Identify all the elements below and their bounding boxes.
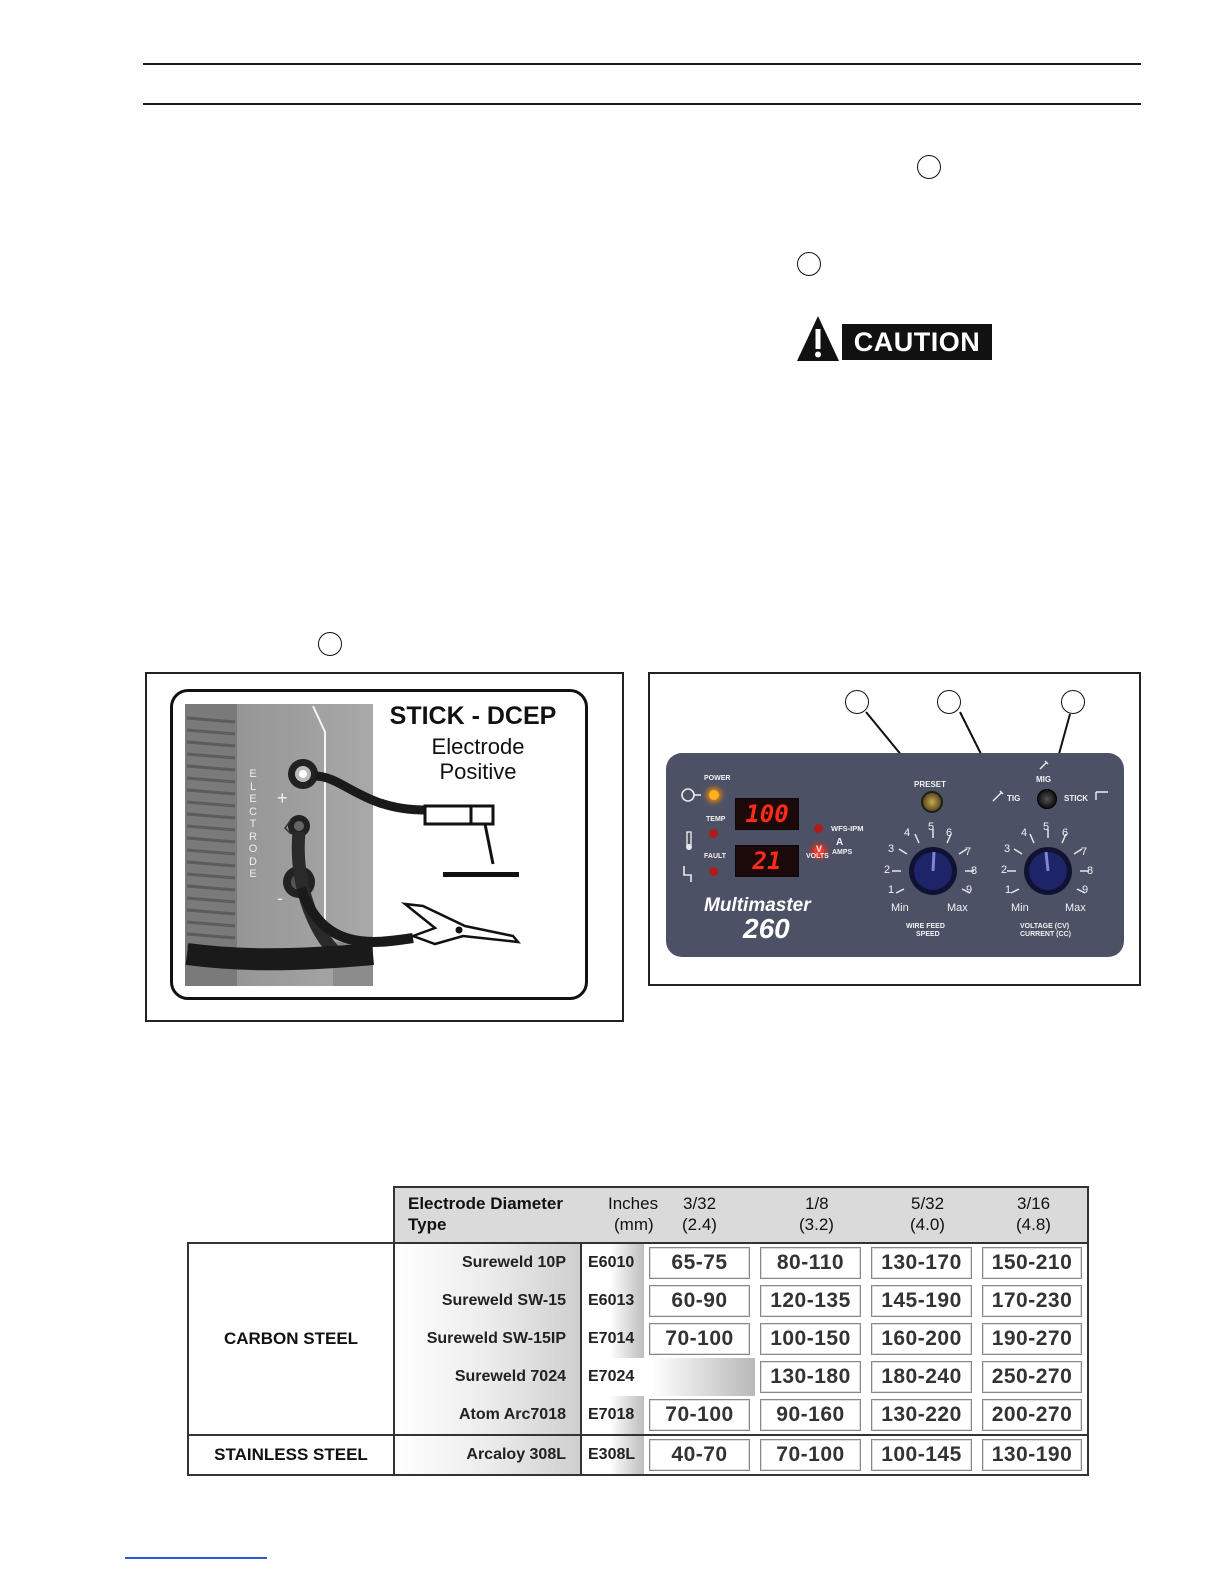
stick-subtitle-line2: Positive <box>439 759 517 784</box>
current-range: 120-135 <box>760 1285 861 1317</box>
dial-number: 7 <box>965 846 972 858</box>
current-range-cell <box>977 1320 1088 1358</box>
current-range-cell <box>866 1358 977 1396</box>
footnote-link-underline[interactable] <box>125 1557 267 1559</box>
current-range-cell <box>755 1282 866 1320</box>
header-diameter-label: Electrode Diameter <box>408 1194 563 1213</box>
product-name: Sureweld 10P <box>394 1243 581 1282</box>
electrode-code: E7014 <box>581 1320 644 1358</box>
current-range: 250-270 <box>982 1361 1082 1393</box>
dial-number: 6 <box>1062 827 1069 839</box>
current-range-cell <box>866 1282 977 1320</box>
current-range-cell <box>977 1358 1088 1396</box>
dial-number: 4 <box>1021 827 1028 839</box>
header-size-inch: 3/16 <box>1017 1194 1051 1213</box>
reference-circle <box>917 155 941 179</box>
header-size-mm: (4.0) <box>910 1215 945 1234</box>
material-carbon-steel: CARBON STEEL <box>188 1243 394 1435</box>
product-name: Sureweld SW-15IP <box>394 1320 581 1358</box>
preset-button[interactable] <box>921 791 943 813</box>
multimaster-control-panel <box>666 753 1124 957</box>
current-range: 80-110 <box>760 1247 861 1279</box>
current-range: 100-145 <box>871 1439 972 1471</box>
mig-gun-icon <box>1038 759 1050 771</box>
voltage-current-knob[interactable] <box>1024 847 1072 895</box>
process-mode-switch[interactable] <box>1037 789 1057 809</box>
current-range: 170-230 <box>982 1285 1082 1317</box>
header-mm-label: (mm) <box>614 1215 654 1234</box>
current-range: 70-100 <box>649 1399 750 1431</box>
power-plug-icon <box>680 787 702 803</box>
dial-number: 3 <box>1004 843 1011 855</box>
left-dial-max: Max <box>947 902 968 914</box>
stick-label: STICK <box>1064 794 1088 803</box>
amps-unit-label: A <box>836 837 844 848</box>
wire-feed-label-line1: WIRE FEED <box>906 923 945 930</box>
current-range-cell <box>755 1435 866 1475</box>
dial-number: 7 <box>1081 846 1088 858</box>
current-range-cell <box>977 1243 1088 1282</box>
current-range-cell <box>644 1282 755 1320</box>
header-rule-top <box>143 63 1141 65</box>
brand-name: Multimaster <box>704 895 811 916</box>
current-range: 160-200 <box>871 1323 972 1355</box>
electrode-code: E6013 <box>581 1282 644 1320</box>
dial-number: 9 <box>966 884 973 896</box>
preset-label: PRESET <box>914 780 947 789</box>
volts-label: VOLTS <box>806 853 829 860</box>
volts-unit-label: V <box>816 844 823 854</box>
dial-number: 8 <box>1087 865 1094 877</box>
electrode-vertical-label: ELECTRODE <box>248 768 258 880</box>
dial-number: 2 <box>1001 864 1008 876</box>
current-range: 70-100 <box>760 1439 861 1471</box>
dial-number: 8 <box>971 865 978 877</box>
current-range-cell <box>644 1320 755 1358</box>
header-inches-label: Inches <box>608 1194 659 1213</box>
amps-label: AMPS <box>832 849 853 856</box>
current-range: 40-70 <box>649 1439 750 1471</box>
material-stainless-steel: STAINLESS STEEL <box>188 1435 394 1475</box>
current-range: 150-210 <box>982 1247 1082 1279</box>
right-dial-min: Min <box>1011 902 1029 914</box>
model-number: 260 <box>743 913 790 944</box>
dial-number: 2 <box>884 864 891 876</box>
header-size-inch: 1/8 <box>805 1194 829 1213</box>
current-range: 130-220 <box>871 1399 972 1431</box>
current-range-cell <box>866 1243 977 1282</box>
mig-label: MIG <box>1036 775 1052 784</box>
product-name: Atom Arc7018 <box>394 1396 581 1435</box>
current-range: 90-160 <box>760 1399 861 1431</box>
fault-label: FAULT <box>704 853 727 860</box>
plus-terminal-label: + <box>277 788 288 808</box>
header-rule-bottom <box>143 103 1141 105</box>
dial-number: 1 <box>1005 884 1012 896</box>
caution-label: CAUTION <box>842 324 992 360</box>
right-dial-max: Max <box>1065 902 1086 914</box>
power-led <box>709 790 719 800</box>
dial-number: 6 <box>946 827 953 839</box>
fault-bolt-icon <box>682 865 694 883</box>
temp-label: TEMP <box>706 816 726 823</box>
current-range-cell <box>644 1435 755 1475</box>
dial-number: 5 <box>928 821 935 833</box>
header-size-mm: (3.2) <box>799 1215 834 1234</box>
stick-subtitle-line1: Electrode <box>431 734 525 759</box>
dial-number: 3 <box>888 843 895 855</box>
electrode-code: E7018 <box>581 1396 644 1435</box>
electrode-code: E7024 <box>588 1368 635 1385</box>
header-size-inch: 5/32 <box>911 1194 945 1213</box>
current-range-cell <box>866 1435 977 1475</box>
thermometer-icon <box>683 831 695 851</box>
caution-badge <box>796 314 992 362</box>
callout-circle-preset <box>845 690 869 714</box>
warning-triangle-icon <box>796 314 840 362</box>
current-range-cell <box>755 1396 866 1435</box>
volts-display: 21 <box>735 845 799 877</box>
current-range-cell <box>977 1282 1088 1320</box>
dial-number: 9 <box>1082 884 1089 896</box>
current-range: 130-170 <box>871 1247 972 1279</box>
header-type-label: Type <box>408 1215 447 1234</box>
temp-led <box>709 829 718 838</box>
dial-number: 4 <box>904 827 911 839</box>
wire-feed-label-line2: SPEED <box>916 931 940 938</box>
current-range-cell <box>644 1243 755 1282</box>
product-name: Sureweld SW-15 <box>394 1282 581 1320</box>
current-range-cell <box>977 1435 1088 1475</box>
current-range: 70-100 <box>649 1323 750 1355</box>
callout-circle-mode-switch <box>1061 690 1085 714</box>
product-name: Arcaloy 308L <box>394 1435 581 1475</box>
header-size-mm: (2.4) <box>682 1215 717 1234</box>
electrode-code: E6010 <box>581 1243 644 1282</box>
tig-torch-icon <box>991 789 1005 803</box>
current-range: 130-180 <box>760 1361 861 1393</box>
stick-holder-icon <box>1095 790 1109 802</box>
dial-number: 5 <box>1043 821 1050 833</box>
current-range-cell <box>977 1396 1088 1435</box>
amps-display: 100 <box>735 798 799 830</box>
current-range-cell <box>866 1320 977 1358</box>
product-name: Sureweld 7024 <box>394 1358 581 1396</box>
current-range-cell <box>755 1358 866 1396</box>
voltage-label-line2: CURRENT (CC) <box>1020 931 1071 938</box>
current-range-cell <box>755 1320 866 1358</box>
current-range: 180-240 <box>871 1361 972 1393</box>
tig-label: TIG <box>1007 794 1021 803</box>
reference-circle <box>797 252 821 276</box>
fault-led <box>709 867 718 876</box>
current-range-cell <box>644 1396 755 1435</box>
table-blank-corner <box>188 1187 394 1243</box>
wfs-led <box>814 824 823 833</box>
header-size-inch: 3/32 <box>683 1194 717 1213</box>
electrode-current-table <box>187 1186 1089 1476</box>
current-range: 145-190 <box>871 1285 972 1317</box>
current-range: 190-270 <box>982 1323 1082 1355</box>
current-range: 60-90 <box>649 1285 750 1317</box>
current-range: 130-190 <box>982 1439 1082 1471</box>
current-range: 100-150 <box>760 1323 861 1355</box>
current-range: 200-270 <box>982 1399 1082 1431</box>
electrode-code: E308L <box>581 1435 644 1475</box>
left-dial-min: Min <box>891 902 909 914</box>
wire-feed-speed-knob[interactable] <box>909 847 957 895</box>
current-range-cell <box>866 1396 977 1435</box>
callout-circle-voltage-knob <box>937 690 961 714</box>
dial-number: 1 <box>888 884 895 896</box>
e7024-merged-cell <box>581 1358 755 1396</box>
minus-terminal-label: - <box>277 888 283 908</box>
current-range-cell <box>755 1243 866 1282</box>
stick-title: STICK - DCEP <box>389 702 557 730</box>
current-range: 65-75 <box>649 1247 750 1279</box>
voltage-label-line1: VOLTAGE (CV) <box>1020 923 1070 930</box>
wfs-ipm-label: WFS-IPM <box>831 824 864 833</box>
power-label: POWER <box>704 775 731 782</box>
stick-diagram <box>170 689 588 1000</box>
reference-circle <box>318 632 342 656</box>
header-size-mm: (4.8) <box>1016 1215 1051 1234</box>
table-header <box>394 1187 1088 1243</box>
